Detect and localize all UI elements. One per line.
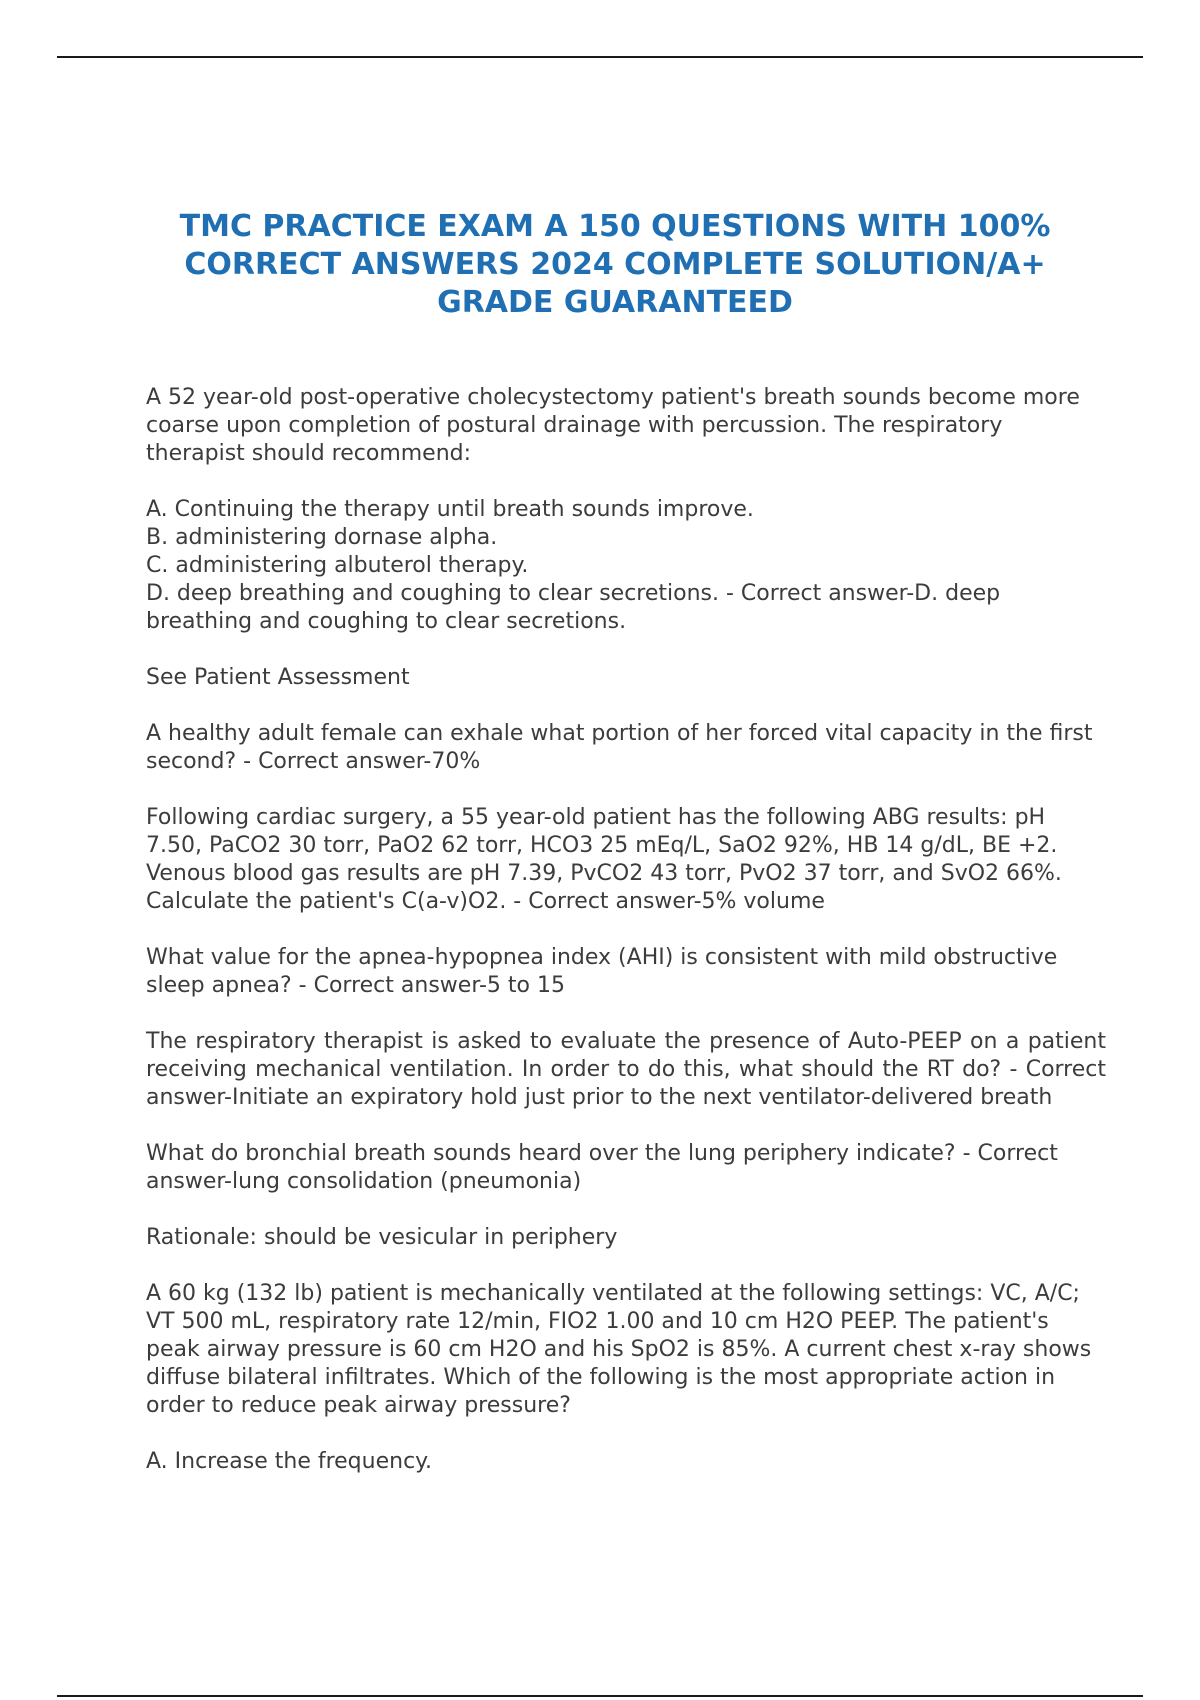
- question-1-stem: A 52 year-old post-operative cholecystectomy patient's breath sounds become more coarse upon completion of postural drainage with percussion. The respiratory therapist should recommend:: [146, 385, 1080, 466]
- question-1-option-d: D. deep breathing and coughing to clear secretions. - Correct answer-D. deep breathing and coughing to clear secretions.: [146, 581, 1001, 634]
- question-6-stem: What do bronchial breath sounds heard over the lung periphery indicate? - Correct answer-lung consolidation (pneumonia): [146, 1141, 1058, 1194]
- question-1-options: [146, 496, 1106, 636]
- question-5: The respiratory therapist is asked to evaluate the presence of Auto-PEEP on a patient receiving mechanical ventilation. In order to do this, what should the RT do? - Correct answer-Initiate an expiratory hold just prior to the next ventilator-delivered breath: [146, 1029, 1106, 1110]
- question-2: A healthy adult female can exhale what portion of her forced vital capacity in the first second? - Correct answer-70%: [146, 721, 1093, 774]
- question-4: What value for the apnea-hypopnea index (AHI) is consistent with mild obstructive sleep apnea? - Correct answer-5 to 15: [146, 945, 1058, 998]
- question-1-note: See Patient Assessment: [146, 665, 410, 690]
- document-title: [120, 208, 1110, 322]
- top-rule: [57, 56, 1143, 58]
- question-6-rationale: Rationale: should be vesicular in periphery: [146, 1225, 618, 1250]
- question-7-option-a: A. Increase the frequency.: [146, 1449, 433, 1474]
- question-3: Following cardiac surgery, a 55 year-old patient has the following ABG results: pH 7.50, PaCO2 30 torr, PaO2 62 torr, HCO3 25 mEq/L, SaO2 92%, HB 14 g/dL, BE +2. Venous blood gas results are pH 7.39, PvCO2 43 torr, PvO2 37 torr, and SvO2 66%. Calculate the patient's C(a-v)O2. - Correct answer-5% volume: [146, 805, 1062, 914]
- title-line-3: GRADE GUARANTEED: [437, 285, 793, 320]
- bottom-rule: [57, 1695, 1143, 1697]
- question-1-option-c: C. administering albuterol therapy.: [146, 553, 529, 578]
- question-1-option-b: B. administering dornase alpha.: [146, 525, 498, 550]
- question-1-option-a: A. Continuing the therapy until breath sounds improve.: [146, 497, 754, 522]
- title-line-2: CORRECT ANSWERS 2024 COMPLETE SOLUTION/A+: [184, 247, 1046, 282]
- title-line-1: TMC PRACTICE EXAM A 150 QUESTIONS WITH 100%: [179, 209, 1051, 244]
- question-7-stem: A 60 kg (132 lb) patient is mechanically ventilated at the following settings: VC, A/C; VT 500 mL, respiratory rate 12/min, FIO2 1.00 and 10 cm H2O PEEP. The patient's peak airway pressure is 60 cm H2O and his SpO2 is 85%. A current chest x-ray shows diffuse bilateral infiltrates. Which of the following is the most appropriate action in order to reduce peak airway pressure?: [146, 1281, 1092, 1418]
- document-body: [146, 384, 1106, 1504]
